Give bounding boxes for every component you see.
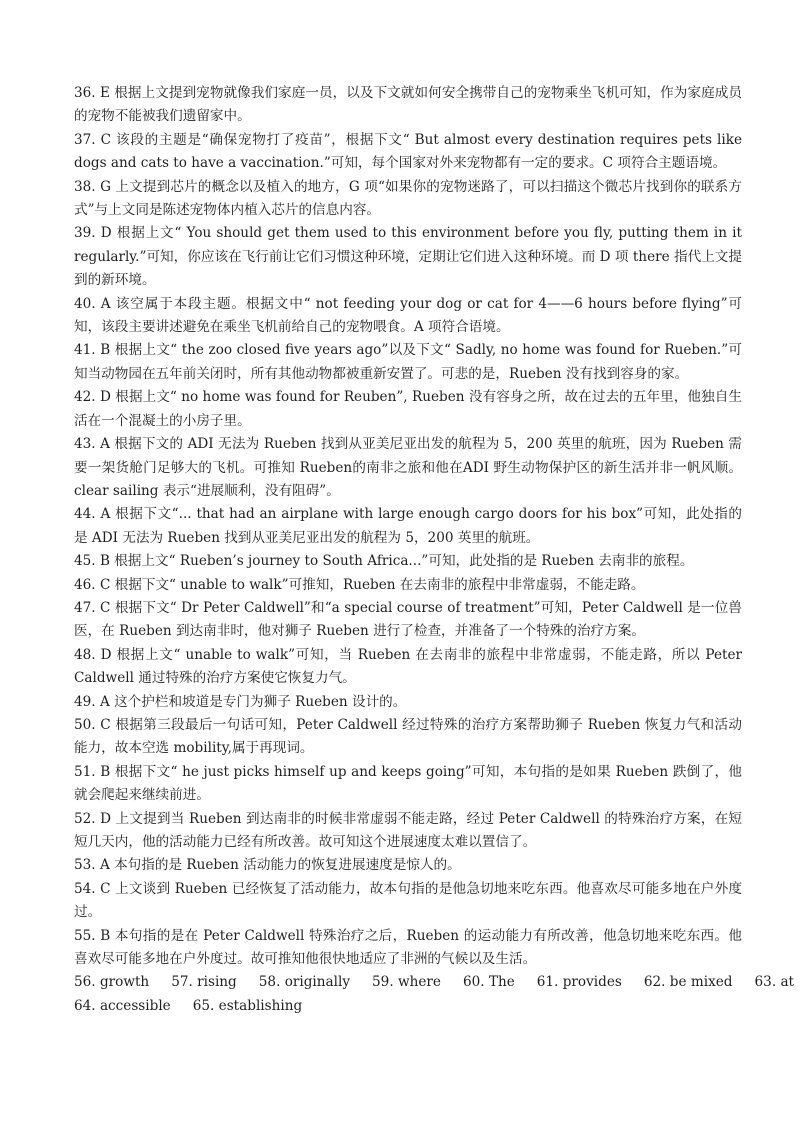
fill-in-60: 60. The bbox=[462, 974, 515, 991]
fill-in-57: 57. rising bbox=[171, 974, 237, 991]
answer-46: 46. C 根据下文“ unable to walk”可推知，Rueben 在去南非的旅程中非常虚弱，不能走路。 bbox=[74, 576, 645, 593]
answer-45: 45. B 根据上文“ Rueben’s journey to South Africa...”可知，此处指的是 Rueben 去南非的旅程。 bbox=[74, 553, 694, 570]
fill-in-61: 61. provides bbox=[536, 974, 622, 991]
fill-in-row-1 bbox=[74, 971, 795, 994]
answer-42: 42. D 根据上文“ no home was found for Reuben”, Rueben 没有容身之所，故在过去的五年里，他独自生活在一个混凝土的小房子里。 bbox=[74, 389, 742, 429]
answer-50: 50. C 根据第三段最后一句话可知，Peter Caldwell 经过特殊的治疗方案帮助狮子 Rueben 恢复力气和活动能力，故本空选 mobility,属于再现词。 bbox=[74, 716, 742, 757]
fill-in-63: 63. at bbox=[754, 974, 795, 991]
fill-in-56: 56. growth bbox=[74, 974, 150, 991]
answer-37: 37. C 该段的主题是“确保宠物打了疫苗”，根据下文“ But almost every destination requires pets like dogs and cats to have a vaccination.”可知，每个国家对外来宠物都有一定的要求。C 项符合主题语境。 bbox=[74, 131, 742, 172]
answer-36: 36. E 根据上文提到宠物就像我们家庭一员，以及下文就如何安全携带自己的宠物乘坐飞机可知，作为家庭成员的宠物不能被我们遗留家中。 bbox=[74, 85, 742, 125]
answer-44: 44. A 根据下文“... that had an airplane with large enough cargo doors for his box”可知，此处指的是 ADI 无法为 Rueben 找到从亚美尼亚出发的航程为 5，200 英里的航班。 bbox=[74, 506, 742, 546]
answer-52: 52. D 上文提到当 Rueben 到达南非的时候非常虚弱不能走路，经过 Peter Caldwell 的特殊治疗方案，在短短几天内，他的活动能力已经有所改善。故可知这个进展速度太难以置信了。 bbox=[74, 810, 742, 850]
answer-55: 55. B 本句指的是在 Peter Caldwell 特殊治疗之后，Rueben 的运动能力有所改善，他急切地来吃东西。他喜欢尽可能多地在户外度过。故可推知他很快地适应了非洲的气候以及生活。 bbox=[74, 927, 742, 968]
answer-38: 38. G 上文提到芯片的概念以及植入的地方，G 项“如果你的宠物迷路了，可以扫描这个微芯片找到你的联系方式”与上文同是陈述宠物体内植入芯片的信息内容。 bbox=[74, 178, 742, 219]
answer-key-page bbox=[74, 82, 795, 1018]
fill-in-58: 58. originally bbox=[258, 974, 351, 991]
fill-in-row-2 bbox=[74, 995, 742, 1018]
answer-40: 40. A 该空属于本段主题。根据文中“ not feeding your dog or cat for 4——6 hours before flying”可知，该段主要讲述避免在乘坐飞机前给自己的宠物喂食。A 项符合语境。 bbox=[74, 295, 742, 336]
fill-in-62: 62. be mixed bbox=[643, 974, 733, 991]
answer-41: 41. B 根据上文“ the zoo closed five years ago”以及下文“ Sadly, no home was found for Rueben.”可知当动物园在五年前关闭时，所有其他动物都被重新安置了。可悲的是，Rueben 没有找到容身的家。 bbox=[74, 342, 742, 382]
answer-49: 49. A 这个护栏和坡道是专门为狮子 Rueben 设计的。 bbox=[74, 693, 407, 710]
answer-48: 48. D 根据上文“ unable to walk”可知，当 Rueben 在去南非的旅程中非常虚弱，不能走路，所以 Peter Caldwell 通过特殊的治疗方案使它恢复力气。 bbox=[74, 646, 742, 687]
answer-53: 53. A 本句指的是 Rueben 活动能力的恢复进展速度是惊人的。 bbox=[74, 857, 461, 874]
answer-39: 39. D 根据上文“ You should get them used to this environment before you fly, putting them in it regularly.”可知，你应该在飞行前让它们习惯这种环境，定期让它们进入这种环境。而 D 项 there 指代上文提到的新环境。 bbox=[74, 225, 742, 289]
fill-in-64: 64. accessible bbox=[74, 997, 171, 1014]
answer-47: 47. C 根据下文“ Dr Peter Caldwell”和“a special course of treatment”可知，Peter Caldwell 是一位兽医，在 Rueben 到达南非时，他对狮子 Rueben 进行了检查，并准备了一个特殊的治疗方案。 bbox=[74, 599, 742, 640]
fill-in-59: 59. where bbox=[372, 974, 441, 991]
fill-in-65: 65. establishing bbox=[192, 997, 303, 1014]
answer-51: 51. B 根据下文“ he just picks himself up and keeps going”可知，本句指的是如果 Rueben 跌倒了，他就会爬起来继续前进。 bbox=[74, 763, 742, 804]
answer-54: 54. C 上文谈到 Rueben 已经恢复了活动能力，故本句指的是他急切地来吃东西。他喜欢尽可能多地在户外度过。 bbox=[74, 880, 742, 921]
answer-43: 43. A 根据下文的 ADI 无法为 Rueben 找到从亚美尼亚出发的航程为 5，200 英里的航班，因为 Rueben 需要一架货舱门足够大的飞机。可推知 Rueben的南非之旅和他在ADI 野生动物保护区的新生活并非一帆风顺。clear sailing 表示“进展顺利，没有阻碍”。 bbox=[74, 436, 742, 499]
